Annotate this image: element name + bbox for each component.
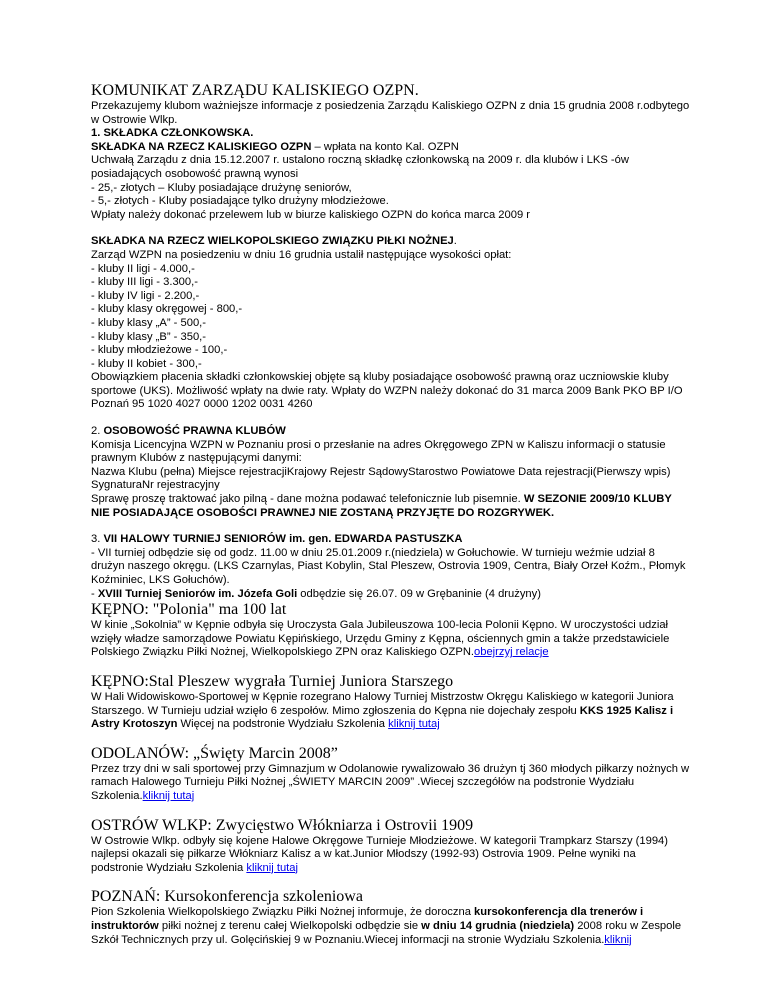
wzpn-fee: - kluby młodzieżowe - 100,- — [91, 344, 228, 357]
document-page — [91, 82, 691, 947]
section1-item: - 25,- złotych – Kluby posiadające drużynę seniorów, — [91, 181, 352, 194]
komunikat-title: KOMUNIKAT ZARZĄDU KALISKIEGO OZPN. — [91, 82, 419, 99]
wzpn-fee: - kluby II kobiet - 300,- — [91, 357, 202, 370]
section2-text: Sprawę proszę traktować jako pilną - dane można podawać telefonicznie lub pisemnie. W SEZONIE 2009/10 KLUBY NIE POSIADAJĄCE OSOBOŚCI PRAWNEJ NIE ZOSTANĄ PRZYJĘTE DO ROZGRYWEK. — [91, 493, 672, 519]
section2-text: Nazwa Klubu (pełna) Miejsce rejestracjiKrajowy Rejestr SądowyStarostwo Powiatowe Data rejestracji(Pierwszy wpis) SygnaturaNr rejestracyjny — [91, 465, 671, 492]
komunikat-intro: Przekazujemy klubom ważniejsze informacje z posiedzenia Zarządu Kaliskiego OZPN z dnia 15 grudnia 2008 r.odbytego w Ostrowie Wlkp. — [91, 100, 690, 126]
poznan-link[interactable]: kliknij — [604, 933, 632, 946]
kepno-stal-link[interactable]: kliknij tutaj — [388, 718, 440, 731]
section1-subheading: SKŁADKA NA RZECZ KALISKIEGO OZPN – wpłata na konto Kal. OZPN — [91, 140, 459, 153]
section1-text: Uchwałą Zarządu z dnia 15.12.2007 r. ustalono roczną składkę członkowską na 2009 r. dla klubów i LKS -ów posiadających osobowość prawną wynosi — [91, 154, 629, 180]
section3-text: - VII turniej odbędzie się od godz. 11.00 w dniu 25.01.2009 r.(niedziela) w Gołuchowie. W turnieju weźmie udział 8 drużyn naszego okręgu. (LKS Czarnylas, Piast Kobylin, Stal Pleszew, Ostrovia 1909, Centra, Biały Orzeł Koźm., Płomyk Koźminiec, LKS Gołuchów). — [91, 546, 686, 586]
kepno-polonia-link[interactable]: obejrzyj relacje — [474, 646, 549, 659]
poznan-text: Pion Szkolenia Wielkopolskiego Związku Piłki Nożnej informuje, że doroczna kursokonferencja dla trenerów i instruktorów piłki nożnej z terenu całej Wielkopolski odbędzie sie w dniu 14 grudnia (niedziela) 2008 roku w Zespole Szkół Technicznych przy ul. Golęcińskiej 9 w Poznaniu.Wiecej informacji na stronie Wydziału Szkolenia.kliknij — [91, 906, 682, 946]
ostrow-title: OSTRÓW WLKP: Zwycięstwo Włókniarza i Ostrovii 1909 — [91, 816, 474, 834]
wzpn-fee: - kluby klasy okręgowej - 800,- — [91, 303, 243, 316]
kepno-stal-title: KĘPNO:Stal Pleszew wygrała Turniej Juniora Starszego — [91, 672, 454, 690]
section1-text: Wpłaty należy dokonać przelewem lub w biurze kaliskiego OZPN do końca marca 2009 r — [91, 208, 531, 221]
section2-heading: 2. OSOBOWOŚĆ PRAWNA KLUBÓW — [91, 425, 286, 438]
ostrow-link[interactable]: kliknij tutaj — [246, 861, 298, 874]
wzpn-fee: - kluby III ligi - 3.300,- — [91, 276, 198, 289]
wzpn-text: Obowiązkiem płacenia składki członkowskiej objęte są kluby posiadające osobowość prawną oraz uczniowskie kluby sportowe (UKS). Możliwość wpłaty na dwie raty. Wpłaty do WZPN należy dokonać do 31 marca 2009 Bank PKO BP I/O Poznań 95 1020 4027 0000 1202 0031 4260 — [91, 371, 683, 411]
odolanow-link[interactable]: kliknij tutaj — [142, 789, 195, 802]
section1-item: - 5,- złotych - Kluby posiadające tylko drużyny młodzieżowe. — [91, 195, 389, 208]
wzpn-fee: - kluby klasy „B” - 350,- — [91, 330, 207, 343]
section1-heading: 1. SKŁADKA CZŁONKOWSKA. — [91, 127, 254, 140]
wzpn-heading: SKŁADKA NA RZECZ WIELKOPOLSKIEGO ZWIĄZKU PIŁKI NOŻNEJ. — [91, 235, 457, 248]
wzpn-fee: - kluby II ligi - 4.000,- — [91, 262, 195, 275]
odolanow-title: ODOLANÓW: „Święty Marcin 2008” — [91, 744, 338, 762]
wzpn-fee: - kluby IV ligi - 2.200,- — [91, 289, 200, 302]
kepno-polonia-text: W kinie „Sokolnia” w Kępnie odbyła się Uroczysta Gala Jubileuszowa 100-lecia Polonii Kępno. W uroczystości udział wzięły władze samorządowe Powiatu Kępińskiego, Urzędu Gminy z Kępna, ościennych gmin a także przedstawiciele Polskiego Związku Piłki Nożnej, Wielkopolskiego ZPN oraz Kaliskiego OZPN.obejrzyj relacje — [91, 619, 670, 659]
section3-heading: 3. VII HALOWY TURNIEJ SENIORÓW im. gen. EDWARDA PASTUSZKA — [91, 533, 463, 546]
section2-text: Komisja Licencyjna WZPN w Poznaniu prosi o przesłanie na adres Okręgowego ZPN w Kaliszu informacji o statusie prawnym Klubów z następującymi danymi: — [91, 438, 666, 465]
wzpn-intro: Zarząd WZPN na posiedzeniu w dniu 16 grudnia ustalił następujące wysokości opłat: — [91, 248, 512, 261]
odolanow-text: Przez trzy dni w sali sportowej przy Gimnazjum w Odolanowie rywalizowało 36 drużyn tj 360 młodych piłkarzy nożnych w ramach Halowego Turnieju Piłki Nożnej „ŚWIETY MARCIN 2009” .Wiecej szczegółów na podstronie Wydziału Szkolenia.kliknij tutaj — [91, 762, 690, 802]
wzpn-fee: - kluby klasy „A” - 500,- — [91, 316, 207, 329]
kepno-stal-text: W Hali Widowiskowo-Sportowej w Kępnie rozegrano Halowy Turniej Mistrzostw Okręgu Kaliskiego w kategorii Juniora Starszego. W Turnieju udział wzięło 6 zespołów. Mimo zgłoszenia do Kępna nie dojechały zespołu KKS 1925 Kalisz i Astry Krotoszyn Więcej na podstronie Wydziału Szkolenia kliknij tutaj — [91, 690, 674, 731]
section3-text: - XVIII Turniej Seniorów im. Józefa Goli odbędzie się 26.07. 09 w Grębaninie (4 drużyny) — [91, 587, 541, 600]
poznan-title: POZNAŃ: Kursokonferencja szkoleniowa — [91, 888, 363, 906]
ostrow-text: W Ostrowie Wlkp. odbyły się kojene Halowe Okręgowe Turnieje Młodzieżowe. W kategorii Trampkarz Starszy (1994) najlepsi okazali się piłkarze Włókniarz Kalisz a w kat.Junior Młodszy (1992-93) Ostrovia 1909. Pełne wyniki na podstronie Wydziału Szkolenia kliknij tutaj — [91, 834, 668, 874]
kepno-polonia-title: KĘPNO: "Polonia" ma 100 lat — [91, 601, 287, 619]
